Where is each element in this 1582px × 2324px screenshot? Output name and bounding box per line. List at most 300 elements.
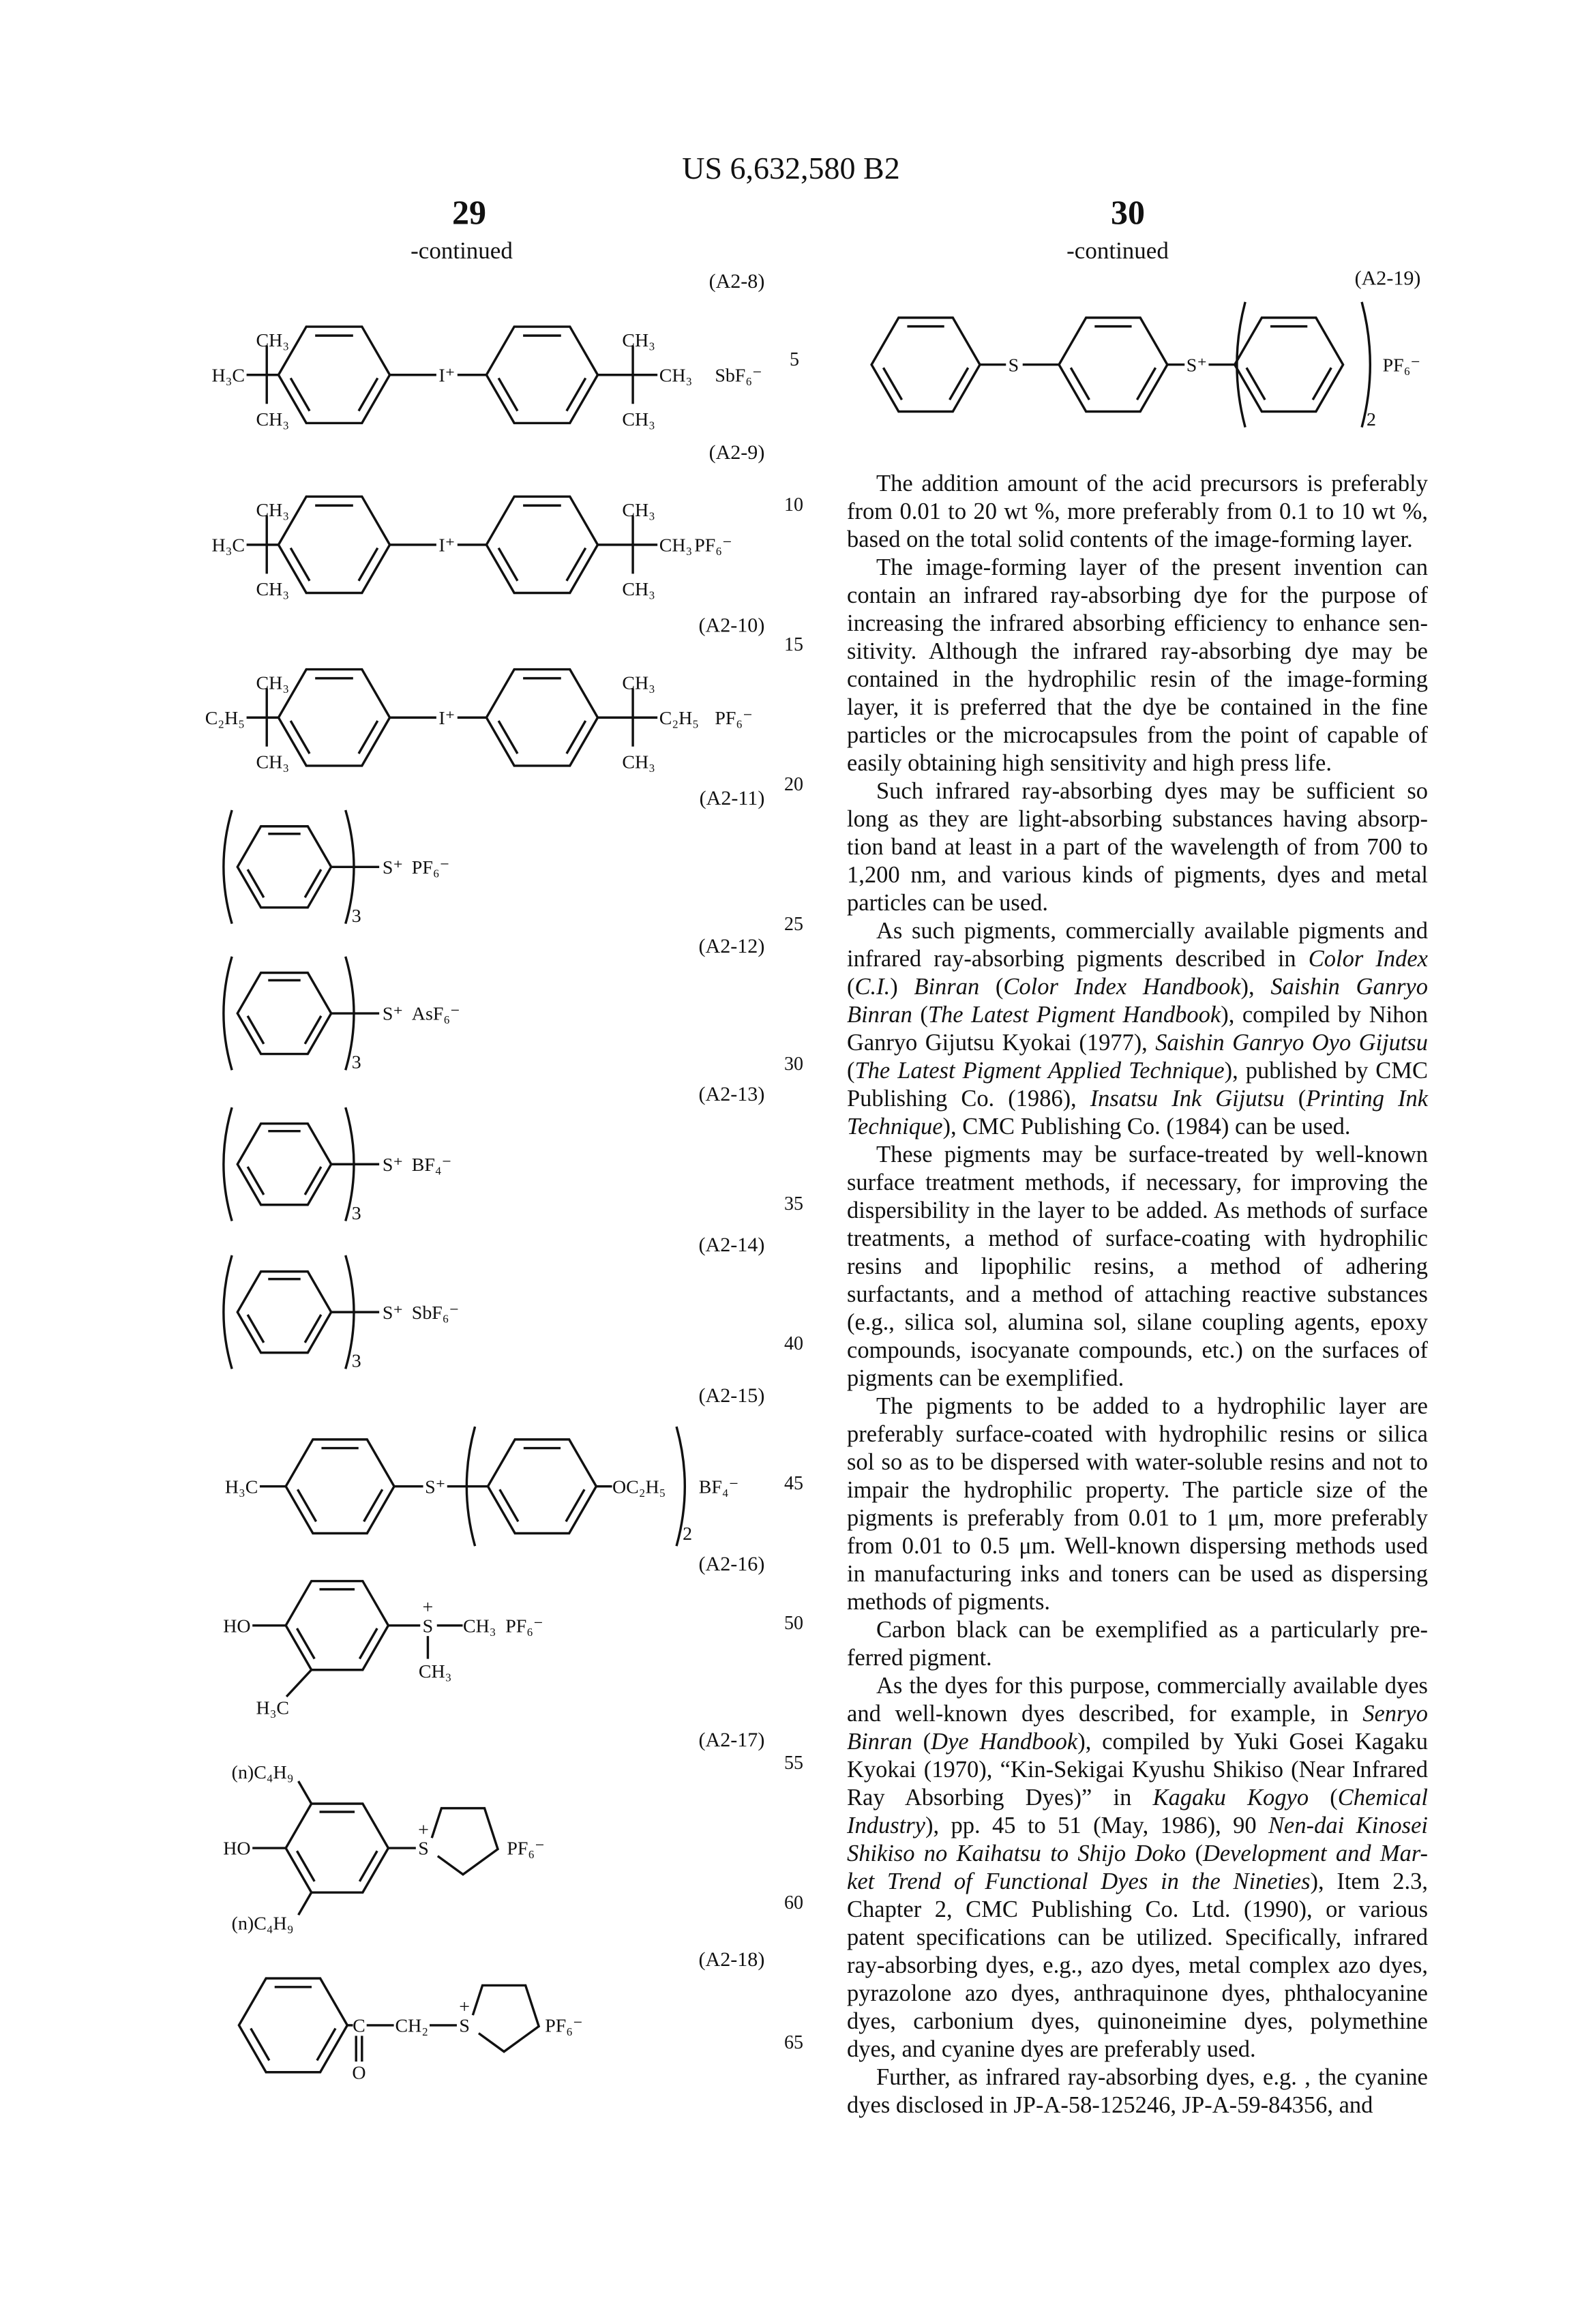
compound-a2-17: [223, 1728, 764, 1934]
text-line: [847, 1616, 1428, 1644]
ring-outline: [486, 327, 597, 423]
text-segment: ),: [1241, 974, 1271, 1000]
methyl-label: CH₃: [256, 672, 290, 694]
repeat-count: 3: [352, 1052, 361, 1073]
text-segment: particles can be used.: [847, 890, 1048, 916]
text-line: [847, 1588, 1428, 1616]
repeat-count: 3: [352, 1351, 361, 1372]
text-segment: layer, it is preferred that the dye be contained in the fine: [847, 694, 1428, 720]
methyl-label: H₃C: [225, 1476, 258, 1498]
right-substituent: CH₃: [659, 535, 693, 556]
text-line: [847, 917, 1428, 945]
text-line: [847, 1924, 1428, 1952]
text-segment: pigments can be exemplified.: [847, 1365, 1124, 1391]
hydroxy-label: HO: [223, 1838, 250, 1860]
text-segment: As the dyes for this purpose, commercially available dyes: [876, 1673, 1428, 1699]
compound-a2-10: [205, 614, 765, 773]
left-parenthesis: [224, 1257, 232, 1368]
butyl-label: (n)C₄H₉: [232, 1762, 294, 1783]
compound-id: (A2-19): [1355, 267, 1421, 290]
double-bond-line: [567, 1491, 584, 1521]
text-segment: dyes, carbonium dyes, quinoneimine dyes, polymethine: [847, 2008, 1428, 2034]
sulfur-label: S: [1009, 355, 1019, 376]
italic-title-segment: Technique: [847, 1114, 943, 1139]
benzene-ring: [239, 1978, 347, 2072]
double-bond-line: [360, 1629, 376, 1658]
left-parenthesis: [224, 1109, 232, 1220]
compound-a2-11: [224, 786, 764, 927]
benzene-ring: [1235, 318, 1343, 412]
text-segment: compounds, isocyanate compounds, etc.) on the surfaces of: [847, 1337, 1428, 1363]
left-parenthesis: [224, 811, 232, 923]
text-line: [847, 1672, 1428, 1700]
italic-title-segment: Color Index Handbook: [1003, 974, 1240, 1000]
bond-line: [287, 1670, 311, 1696]
counter-anion: SbF₆⁻: [412, 1302, 459, 1324]
double-bond-line: [359, 721, 377, 752]
charge-label: +: [418, 1819, 429, 1841]
text-segment: Ray Absorbing Dyes)” in: [847, 1785, 1153, 1811]
sulfonium-label: S⁺: [425, 1476, 445, 1498]
text-segment: ferred pigment.: [847, 1645, 992, 1671]
italic-title-segment: Development and Mar-: [1203, 1841, 1428, 1866]
text-segment: surface treatment methods, if necessary, for improving the: [847, 1170, 1428, 1195]
margin-line-number: 20: [784, 771, 825, 799]
text-segment: (e.g., silica sol, alumina sol, silane coupling agents, epoxy: [847, 1309, 1428, 1335]
text-segment: increasing the infrared absorbing efficiency to enhance sen-: [847, 610, 1428, 636]
ring-outline: [1059, 318, 1167, 412]
italic-title-segment: Senryo: [1362, 1701, 1428, 1727]
oxygen-label: O: [352, 2062, 365, 2083]
counter-anion: PF₆⁻: [412, 857, 450, 878]
text-segment: based on the total solid contents of the image-forming layer.: [847, 526, 1413, 552]
text-segment: ), published by CMC: [1225, 1058, 1428, 1084]
iodonium-label: I⁺: [438, 708, 455, 729]
counter-anion: PF₆⁻: [715, 708, 753, 729]
text-line: [847, 1700, 1428, 1728]
text-segment: pyrazolone azo dyes, anthraquinone dyes, phthalocyanine: [847, 1980, 1428, 2006]
double-bond-line: [297, 1629, 314, 1658]
compound-id: (A2-14): [699, 1233, 765, 1256]
methyl-label: CH₃: [256, 579, 290, 600]
sulfur-label: S: [418, 1838, 429, 1860]
double-bond-line: [359, 379, 377, 410]
text-segment: dyes, and cyanine dyes are preferably used.: [847, 2036, 1256, 2062]
ring-outline: [286, 1440, 394, 1534]
counter-anion: BF₄⁻: [412, 1154, 452, 1176]
text-segment: in manufacturing inks and toners can be used as dispersing: [847, 1561, 1428, 1587]
column-number-right: 30: [1060, 192, 1196, 232]
compound-id: (A2-18): [699, 1948, 765, 1971]
counter-anion: SbF₆⁻: [715, 365, 762, 386]
methyl-label: CH₃: [622, 579, 655, 600]
double-bond-line: [248, 1167, 263, 1193]
double-bond-line: [1137, 369, 1154, 399]
double-bond-line: [248, 1315, 263, 1341]
text-segment: Publishing Co. (1986),: [847, 1086, 1090, 1112]
double-bond-line: [499, 379, 517, 410]
left-substituent: H₃C: [212, 535, 245, 556]
ring-outline: [239, 1978, 347, 2072]
text-line: [847, 582, 1428, 610]
methyl-label: CH₃: [622, 672, 655, 694]
methyl-label: CH₃: [463, 1615, 496, 1637]
text-segment: ), compiled by Yuki Gosei Kagaku: [1077, 1729, 1428, 1755]
compound-id: (A2-13): [699, 1082, 765, 1105]
methyl-label: CH₃: [256, 751, 290, 773]
benzene-ring: [486, 496, 597, 593]
text-line: [847, 1644, 1428, 1672]
double-bond-line: [1071, 369, 1088, 399]
compound-id: (A2-10): [699, 614, 765, 637]
margin-line-number: 50: [784, 1609, 825, 1637]
text-segment: contain an infrared ray-absorbing dye for the purpose of: [847, 582, 1428, 608]
text-segment: contained in the hydrophilic resin of the image-forming: [847, 666, 1428, 692]
text-line: [847, 1812, 1428, 1840]
text-segment: preferably surface-coated with hydrophilic resins or silica: [847, 1421, 1428, 1447]
text-line: [847, 1169, 1428, 1197]
text-line: [847, 1420, 1428, 1448]
methyl-label: CH₃: [256, 409, 290, 430]
ring-outline: [486, 670, 597, 766]
italic-title-segment: The Latest Pigment Applied Technique: [855, 1058, 1225, 1084]
text-line: [847, 1225, 1428, 1253]
text-line: [847, 2036, 1428, 2064]
text-segment: Further, as infrared ray-absorbing dyes, e.g. , the cyanine: [876, 2064, 1428, 2090]
italic-title-segment: Dye Handbook: [931, 1729, 1077, 1755]
hydroxy-label: HO: [223, 1615, 250, 1637]
italic-title-segment: Saishin Ganryo Oyo Gijutsu: [1155, 1030, 1428, 1056]
margin-line-number: 10: [784, 491, 825, 519]
text-segment: infrared ray-absorbing pigments described in: [847, 946, 1309, 972]
compound-id: (A2-11): [700, 786, 765, 809]
text-line: [847, 1113, 1428, 1141]
ring-outline: [871, 318, 980, 412]
ring-outline: [278, 496, 389, 593]
margin-line-number: 45: [784, 1470, 825, 1498]
text-line: [847, 1728, 1428, 1756]
document-number: US 6,632,580 B2: [0, 150, 1582, 186]
double-bond-line: [305, 1017, 320, 1043]
compound-id: (A2-9): [709, 441, 765, 464]
counter-anion: PF₆⁻: [694, 535, 732, 556]
italic-title-segment: The Latest Pigment Handbook: [928, 1002, 1221, 1028]
text-segment: easily obtaining high sensitivity and high press life.: [847, 750, 1332, 776]
sulfonium-label: S⁺: [383, 1302, 403, 1324]
left-substituent: C₂H₅: [205, 708, 245, 729]
text-segment: treatments, a method of surface-coating with hydrophilic: [847, 1225, 1428, 1251]
right-column-body-text: [847, 470, 1428, 2119]
repeat-count: 3: [352, 1203, 361, 1224]
italic-title-segment: Binran: [914, 974, 979, 1000]
text-line: [847, 1560, 1428, 1588]
repeat-count: 2: [1367, 409, 1376, 430]
text-line: [847, 2008, 1428, 2036]
text-segment: ), Item 2.3,: [1311, 1868, 1428, 1894]
benzene-ring: [278, 327, 389, 423]
margin-line-number: 60: [784, 1889, 825, 1917]
compound-id: (A2-12): [699, 934, 765, 957]
benzene-ring: [237, 1124, 331, 1205]
iodonium-label: I⁺: [438, 365, 455, 386]
patent-page: [0, 0, 1582, 2324]
double-bond-line: [567, 549, 585, 580]
left-substituent: H₃C: [212, 365, 245, 386]
text-line: [847, 1337, 1428, 1365]
text-line: [847, 1504, 1428, 1532]
text-line: [847, 1952, 1428, 1980]
text-segment: dispersibility in the layer to be added. As methods of surface: [847, 1197, 1428, 1223]
italic-title-segment: C.I.: [855, 974, 891, 1000]
text-line: [847, 610, 1428, 638]
methyl-label: CH₃: [622, 330, 655, 351]
text-segment: (: [1309, 1785, 1338, 1811]
text-line: [847, 638, 1428, 666]
margin-line-number: 15: [784, 631, 825, 659]
text-segment: tion band at least in a part of the wavelength of from 700 to: [847, 834, 1428, 860]
compound-id: (A2-16): [699, 1552, 765, 1575]
text-segment: particles or the microcapsules from the point of capable of: [847, 722, 1428, 748]
italic-title-segment: Printing Ink: [1306, 1086, 1428, 1112]
text-line: [847, 945, 1428, 973]
charge-label: +: [459, 1997, 470, 2018]
double-bond-line: [567, 721, 585, 752]
text-line: [847, 1001, 1428, 1029]
text-segment: 1,200 nm, and various kinds of pigments, dyes and metal: [847, 862, 1428, 888]
text-line: [847, 1253, 1428, 1281]
benzene-ring: [237, 826, 331, 908]
text-line: [847, 1896, 1428, 1924]
sulfur-label: S: [423, 1615, 434, 1637]
text-line: [847, 1784, 1428, 1812]
double-bond-line: [1313, 369, 1330, 399]
text-line: [847, 1476, 1428, 1504]
benzene-ring: [486, 327, 597, 423]
double-bond-line: [305, 1167, 320, 1193]
benzene-ring: [871, 318, 980, 412]
ring-outline: [1235, 318, 1343, 412]
ring-outline: [486, 496, 597, 593]
text-line: [847, 777, 1428, 805]
text-segment: dyes disclosed in JP-A-58-125246, JP-A-59-84356, and: [847, 2092, 1373, 2118]
text-segment: ), pp. 45 to 51 (May, 1986), 90: [925, 1813, 1268, 1838]
text-line: [847, 1365, 1428, 1392]
double-bond-line: [298, 1491, 315, 1521]
double-bond-line: [884, 369, 901, 399]
compound-a2-16: [223, 1552, 764, 1718]
counter-anion: PF₆⁻: [545, 2016, 583, 2037]
compound-id: (A2-17): [699, 1728, 765, 1751]
methyl-label: CH₃: [622, 500, 655, 521]
right-substituent: CH₃: [659, 365, 693, 386]
compound-id: (A2-15): [699, 1384, 765, 1407]
benzene-ring: [1059, 318, 1167, 412]
butyl-label: (n)C₄H₉: [232, 1913, 294, 1934]
double-bond-line: [291, 379, 309, 410]
margin-line-number: 65: [784, 2029, 825, 2057]
text-line: [847, 2091, 1428, 2119]
methyl-label: CH₃: [256, 500, 290, 521]
text-line: [847, 2064, 1428, 2091]
text-segment: The pigments to be added to a hydrophilic layer are: [876, 1393, 1428, 1419]
carbonyl-carbon-label: C: [353, 2016, 365, 2037]
text-segment: Chapter 2, CMC Publishing Co. Ltd. (1990), or various: [847, 1896, 1428, 1922]
text-line: [847, 1029, 1428, 1057]
text-segment: patent specifications can be utilized. Specifically, infrared: [847, 1924, 1428, 1950]
text-segment: (: [847, 974, 855, 1000]
double-bond-line: [567, 379, 585, 410]
charge-label: +: [423, 1596, 434, 1618]
counter-anion: PF₆⁻: [507, 1838, 545, 1860]
benzene-ring: [286, 1804, 388, 1892]
counter-anion: PF₆⁻: [505, 1615, 543, 1637]
text-segment: (: [1186, 1841, 1203, 1866]
double-bond-line: [297, 1852, 314, 1881]
repeat-count: 2: [683, 1523, 692, 1545]
text-line: [847, 721, 1428, 749]
methyl-label: CH₃: [622, 409, 655, 430]
text-segment: ), CMC Publishing Co. (1984) can be used.: [943, 1114, 1351, 1139]
double-bond-line: [291, 721, 309, 752]
text-line: [847, 749, 1428, 777]
methyl-label: H₃C: [256, 1698, 290, 1719]
margin-line-number: 40: [784, 1330, 825, 1358]
text-line: [847, 1532, 1428, 1560]
text-line: [847, 526, 1428, 554]
italic-title-segment: Color Index: [1309, 946, 1428, 972]
benzene-ring: [286, 1581, 388, 1670]
ring-outline: [488, 1440, 596, 1534]
italic-title-segment: Kagaku Kogyo: [1153, 1785, 1309, 1811]
thiolane-ring: [473, 1985, 539, 2051]
text-segment: (: [1285, 1086, 1307, 1112]
text-segment: pigments is preferably from 0.01 to 1 μm, more preferably: [847, 1505, 1428, 1531]
text-line: [847, 861, 1428, 889]
text-line: [847, 1448, 1428, 1476]
italic-title-segment: Chemical: [1338, 1785, 1428, 1811]
double-bond-line: [360, 1852, 376, 1881]
text-line: [847, 1309, 1428, 1337]
margin-line-number: 25: [784, 910, 825, 938]
left-parenthesis: [224, 957, 232, 1069]
compound-a2-14: [224, 1233, 764, 1372]
compound-id: (A2-8): [709, 269, 765, 293]
continued-label-left: -continued: [325, 237, 598, 265]
text-line: [847, 805, 1428, 833]
text-line: [847, 1868, 1428, 1896]
benzene-ring: [286, 1440, 394, 1534]
double-bond-line: [291, 549, 309, 580]
double-bond-line: [248, 1017, 263, 1043]
double-bond-line: [364, 1491, 381, 1521]
benzene-ring: [237, 973, 331, 1054]
italic-title-segment: Binran: [847, 1002, 912, 1028]
double-bond-line: [359, 549, 377, 580]
double-bond-line: [501, 1491, 518, 1521]
compound-a2-13: [224, 1082, 764, 1224]
compound-a2-9: [212, 441, 765, 600]
double-bond-line: [318, 2029, 335, 2059]
text-line: [847, 498, 1428, 526]
ethoxy-label: OC₂H₅: [612, 1476, 666, 1498]
text-segment: sol so as to be dispersed with water-soluble resins and not to: [847, 1449, 1428, 1475]
compound-a2-18: [239, 1948, 764, 2083]
methyl-label: CH₃: [256, 330, 290, 351]
text-segment: sitivity. Although the infrared ray-absorbing dye may be: [847, 638, 1428, 664]
double-bond-line: [499, 721, 517, 752]
text-segment: and well-known dyes described, for example, in: [847, 1701, 1362, 1727]
benzene-ring: [486, 670, 597, 766]
text-line: [847, 666, 1428, 694]
text-segment: methods of pigments.: [847, 1589, 1050, 1615]
text-segment: resins and lipophilic resins, a method of adhering: [847, 1253, 1428, 1279]
sulfur-label: S: [459, 2016, 470, 2037]
text-segment: Kyokai (1970), “Kin-Sekigai Kyushu Shikiso (Near Infrared: [847, 1757, 1428, 1783]
benzene-ring: [278, 496, 389, 593]
margin-line-number: 5: [758, 349, 799, 371]
right-substituent: C₂H₅: [659, 708, 699, 729]
text-segment: As such pigments, commercially available pigments and: [876, 918, 1428, 944]
italic-title-segment: Insatsu Ink Gijutsu: [1090, 1086, 1285, 1112]
italic-title-segment: Nen-dai Kinosei: [1268, 1813, 1428, 1838]
continued-label-right: -continued: [981, 237, 1254, 265]
text-segment: ), compiled by Nihon: [1221, 1002, 1428, 1028]
text-line: [847, 554, 1428, 582]
text-line: [847, 1840, 1428, 1868]
ring-outline: [286, 1581, 388, 1670]
text-segment: from 0.01 to 20 wt %, more preferably from 0.1 to 10 wt %,: [847, 498, 1428, 524]
double-bond-line: [305, 1315, 320, 1341]
compound-a2-19: [871, 267, 1420, 430]
compound-a2-12: [224, 934, 764, 1073]
text-line: [847, 1057, 1428, 1085]
bond-line: [299, 1892, 311, 1914]
methyl-label: CH₃: [419, 1661, 452, 1682]
methylene-label: CH₂: [395, 2016, 429, 2037]
compound-a2-8: [212, 269, 765, 430]
text-segment: (: [847, 1058, 855, 1084]
double-bond-line: [252, 2029, 269, 2059]
text-line: [847, 1392, 1428, 1420]
text-segment: Ganryo Gijutsu Kyokai (1977),: [847, 1030, 1155, 1056]
text-line: [847, 973, 1428, 1001]
double-bond-line: [950, 369, 967, 399]
text-line: [847, 1756, 1428, 1784]
bond-line: [299, 1782, 311, 1804]
italic-title-segment: ket Trend of Functional Dyes in the Nineties: [847, 1868, 1311, 1894]
text-segment: from 0.01 to 0.5 μm. Well-known dispersing methods used: [847, 1533, 1428, 1559]
text-segment: (: [912, 1729, 931, 1755]
ring-outline: [237, 826, 331, 908]
right-parenthesis: [1362, 303, 1371, 426]
italic-title-segment: Saishin Ganryo: [1270, 974, 1428, 1000]
counter-anion: AsF₆⁻: [412, 1004, 460, 1025]
sulfonium-label: S⁺: [383, 1004, 403, 1025]
ring-outline: [237, 1272, 331, 1353]
double-bond-line: [499, 549, 517, 580]
text-line: [847, 833, 1428, 861]
text-line: [847, 1980, 1428, 2008]
text-line: [847, 1197, 1428, 1225]
margin-line-number: 35: [784, 1190, 825, 1218]
double-bond-line: [1247, 369, 1264, 399]
counter-anion: PF₆⁻: [1383, 355, 1420, 376]
benzene-ring: [278, 670, 389, 766]
italic-title-segment: Industry: [847, 1813, 925, 1838]
sulfonium-label: S⁺: [383, 857, 403, 878]
compound-a2-15: [225, 1384, 765, 1545]
text-segment: ): [890, 974, 914, 1000]
